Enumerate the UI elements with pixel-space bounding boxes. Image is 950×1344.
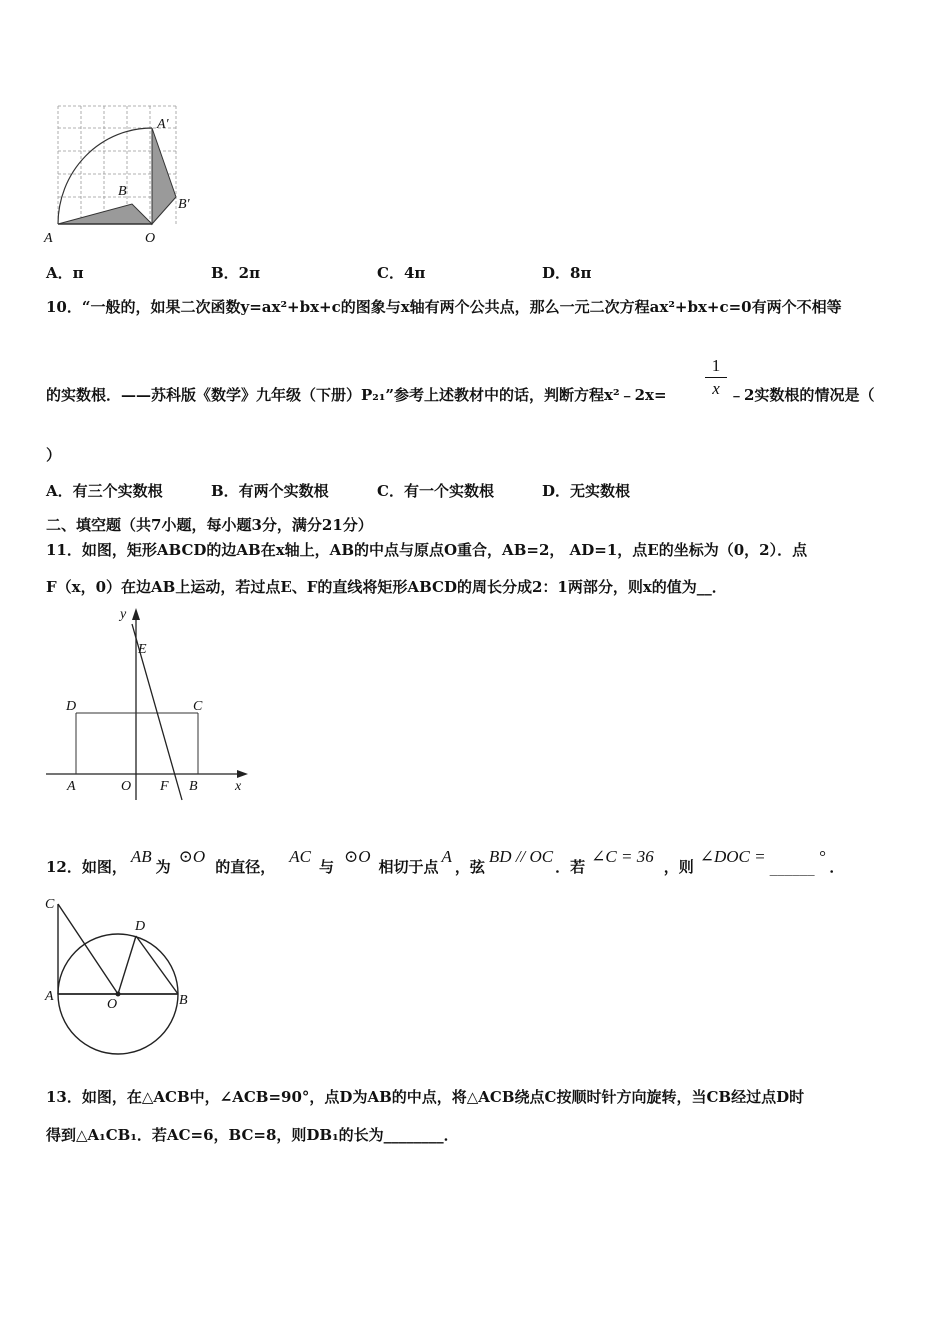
- q11-label-E: E: [138, 642, 147, 657]
- q12-degree: °: [818, 847, 826, 866]
- q9-option-b[interactable]: B．2π: [211, 264, 261, 282]
- q12-label-D: D: [135, 919, 146, 934]
- q12-label-A: A: [45, 989, 54, 1004]
- q12-math-circle-O: ⊙O: [178, 847, 206, 866]
- q9-label-A: A: [44, 231, 53, 246]
- q12-center-dot: [116, 992, 121, 997]
- q13-line1: 13．如图，在△ACB中，∠ACB=90°，点D为AB的中点，将△ACB绕点C按顺时针方向旋转，当CB经过点D时: [46, 1088, 805, 1106]
- q9-triangle-AOB: [58, 204, 152, 224]
- q10-frac-den: x: [712, 379, 720, 398]
- q11-label-F: F: [160, 779, 169, 794]
- q11-label-A: A: [67, 779, 76, 794]
- q10-line2b: ﹣2实数根的情况是（: [729, 386, 875, 404]
- q9-label-B: B: [118, 184, 127, 199]
- q12-text: [46, 846, 845, 876]
- q12-segment-DB: [136, 936, 178, 994]
- q12-figure: [40, 890, 200, 1060]
- q10-option-b[interactable]: B．有两个实数根: [211, 482, 329, 500]
- q11-label-B: B: [189, 779, 198, 794]
- q11-figure: [40, 600, 260, 805]
- q9-label-A-prime: A′: [157, 117, 169, 132]
- q12-text-4: 相切于点: [378, 858, 439, 876]
- q12-text-7: ，则: [663, 858, 694, 876]
- q10-line2a: 的实数根．——苏科版《数学》九年级（下册）P₂₁”参考上述教材中的话，判断方程x²﹣2x=: [46, 386, 667, 404]
- q12-text-3: 与: [318, 858, 334, 876]
- q12-number: 12．如图，: [46, 858, 127, 876]
- q13-line2: 得到△A₁CB₁．若AC=6，BC=8，则DB₁的长为________．: [46, 1126, 459, 1144]
- q12-math-AB: AB: [130, 847, 152, 866]
- q12-text-1: 为: [155, 858, 171, 876]
- q12-text-2: 的直径，: [215, 858, 276, 876]
- q12-label-O: O: [107, 997, 118, 1012]
- q12-label-C: C: [45, 897, 55, 912]
- q12-text-6: ．若: [555, 858, 586, 876]
- q12-blank[interactable]: ______: [769, 858, 815, 876]
- q10-option-d[interactable]: D．无实数根: [542, 482, 631, 500]
- q12-segment-OD: [118, 936, 136, 994]
- q10-fraction: [705, 356, 727, 399]
- q12-math-circle-O-2: ⊙O: [343, 847, 371, 866]
- q9-label-B-prime: B′: [178, 197, 190, 212]
- q12-math-AC: AC: [289, 847, 311, 866]
- q10-line3: ）: [46, 446, 62, 464]
- q12-period: ．: [829, 858, 845, 876]
- q12-math-A: A: [441, 847, 452, 866]
- q10-line1: 10．“一般的，如果二次函数y=ax²+bx+c的图象与x轴有两个公共点，那么一元二次方程ax²+bx+c=0有两个不相等: [46, 298, 842, 316]
- q9-option-a[interactable]: A．π: [46, 264, 84, 282]
- q12-label-B: B: [179, 993, 188, 1008]
- q10-option-a[interactable]: A．有三个实数根: [46, 482, 163, 500]
- q11-y-arrow: [132, 608, 140, 620]
- q9-option-d[interactable]: D．8π: [542, 264, 592, 282]
- q12-segment-CO: [58, 904, 118, 994]
- q11-label-x: x: [235, 779, 242, 794]
- q11-x-arrow: [237, 770, 248, 778]
- section-2-heading: 二、填空题（共7小题，每小题3分，满分21分）: [46, 516, 373, 534]
- q11-label-D: D: [66, 699, 77, 714]
- q11-label-O: O: [121, 779, 132, 794]
- q12-math-angle-DOC: ∠DOC =: [699, 847, 766, 866]
- q9-triangle-A1OB1: [152, 128, 176, 224]
- q11-label-C: C: [193, 699, 203, 714]
- q9-option-c[interactable]: C．4π: [377, 264, 426, 282]
- q11-line2: F（x，0）在边AB上运动，若过点E、F的直线将矩形ABCD的周长分成2：1两部分，则x的值为__．: [46, 578, 727, 596]
- q10-frac-num: 1: [711, 356, 721, 375]
- q12-text-5: ，弦: [454, 858, 485, 876]
- q11-label-y: y: [120, 607, 127, 622]
- q12-math-angle-C: ∠C = 36: [591, 847, 654, 866]
- q11-line1: 11．如图，矩形ABCD的边AB在x轴上，AB的中点与原点O重合，AB=2， AD=1，点E的坐标为（0，2）．点: [46, 541, 808, 559]
- q9-label-O: O: [145, 231, 156, 246]
- q9-figure: [40, 100, 210, 250]
- q12-math-BD-parallel-OC: BD // OC: [488, 847, 554, 866]
- q10-option-c[interactable]: C．有一个实数根: [377, 482, 494, 500]
